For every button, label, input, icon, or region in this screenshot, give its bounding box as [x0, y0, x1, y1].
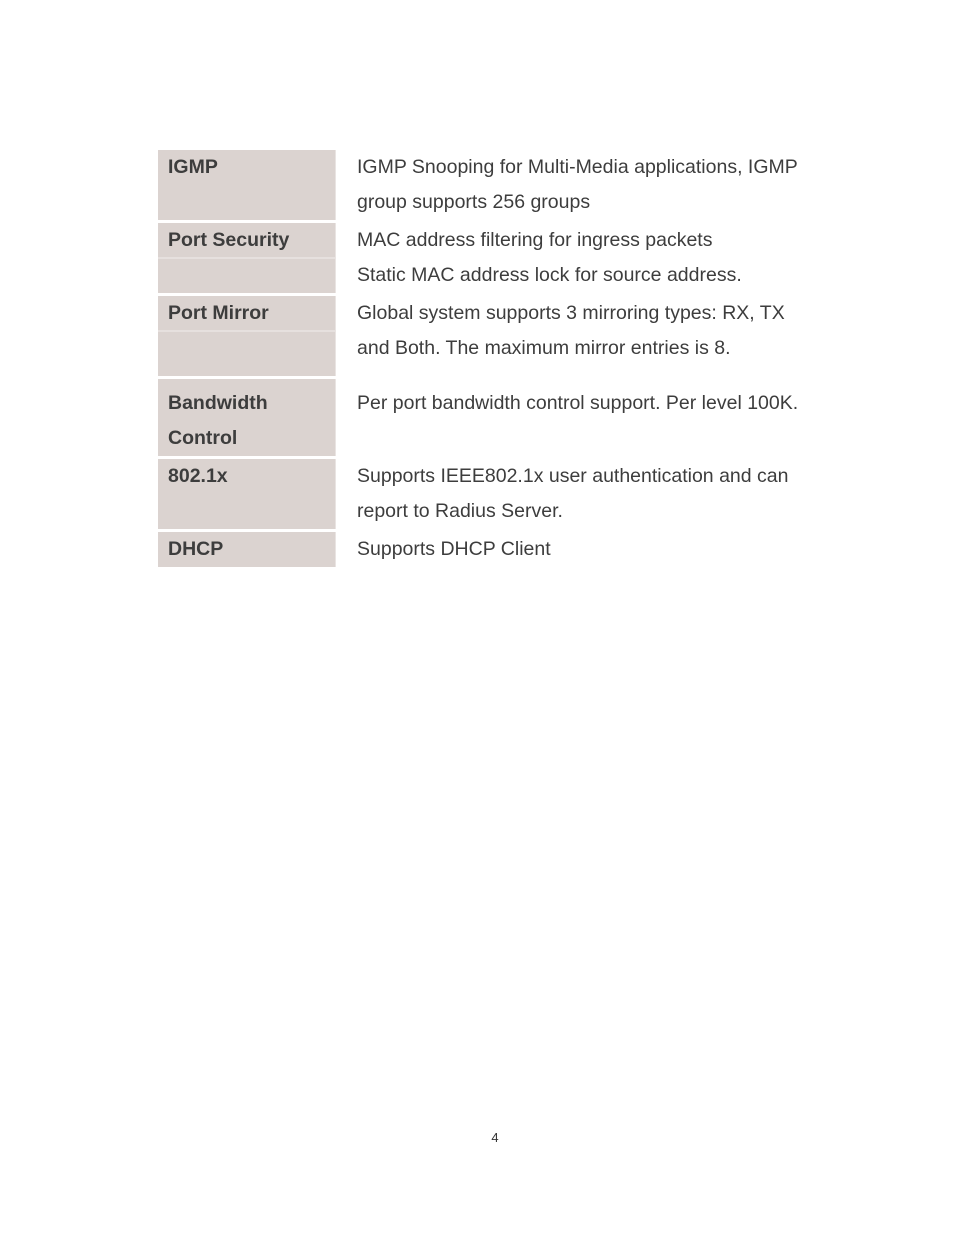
spec-description-line: IGMP Snooping for Multi-Media applications, IGMP	[357, 156, 798, 178]
spec-description-line: MAC address filtering for ingress packets	[357, 229, 713, 251]
spec-label	[158, 459, 336, 529]
spec-description-line: report to Radius Server.	[357, 500, 563, 522]
spec-description	[336, 223, 838, 293]
spec-row-port-security	[158, 223, 838, 293]
spec-label-text: Port Mirror	[168, 302, 269, 324]
spec-label-text: Control	[168, 427, 238, 449]
spec-description-line: and Both. The maximum mirror entries is 8.	[357, 337, 731, 359]
spec-label	[158, 296, 336, 376]
spec-description	[336, 150, 838, 220]
spec-description-line: Static MAC address lock for source address.	[357, 264, 742, 286]
page-number: 4	[491, 1130, 499, 1145]
spec-label-text: Bandwidth	[168, 392, 268, 414]
spec-row-8021x	[158, 459, 838, 529]
spec-row-bandwidth-control	[158, 379, 838, 456]
spec-description	[336, 379, 838, 456]
spec-description-line: Per port bandwidth control support. Per level 100K.	[357, 392, 799, 414]
spec-description	[336, 296, 838, 376]
spec-table	[158, 150, 838, 570]
spec-label-text: Port Security	[168, 229, 290, 251]
spec-row-igmp	[158, 150, 838, 220]
spec-label-text: 802.1x	[168, 465, 228, 487]
spec-description	[336, 459, 838, 529]
spec-row-dhcp	[158, 532, 838, 567]
spec-label	[158, 150, 336, 220]
spec-description-line: Supports IEEE802.1x user authentication and can	[357, 465, 789, 487]
spec-row-port-mirror	[158, 296, 838, 376]
spec-label-text: IGMP	[168, 156, 218, 178]
spec-label	[158, 379, 336, 456]
spec-description	[336, 532, 838, 567]
spec-description-line: Supports DHCP Client	[357, 538, 551, 560]
spec-description-line: group supports 256 groups	[357, 191, 591, 213]
spec-label	[158, 223, 336, 293]
spec-label	[158, 532, 336, 567]
spec-label-text: DHCP	[168, 538, 224, 560]
spec-description-line: Global system supports 3 mirroring types: RX, TX	[357, 302, 785, 324]
